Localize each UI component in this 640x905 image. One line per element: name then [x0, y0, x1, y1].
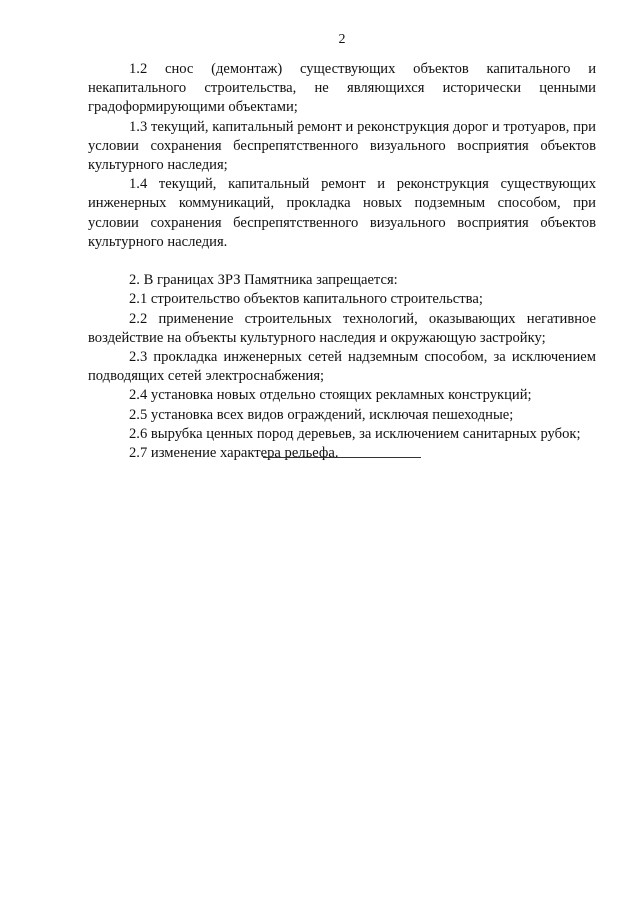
item-1-3: 1.3 текущий, капитальный ремонт и реконструкция дорог и тротуаров, при условии сохранения беспрепятственного визуального восприятия объектов культурного наследия;: [88, 118, 596, 174]
item-2-4: 2.4 установка новых отдельно стоящих рекламных конструкций;: [129, 387, 532, 404]
item-2-6: 2.6 вырубка ценных пород деревьев, за исключением санитарных рубок;: [129, 425, 581, 442]
item-1-4: 1.4 текущий, капитальный ремонт и реконструкция существующих инженерных коммуникаций, прокладка новых подземным способом, при условии сохранения беспрепятственного визуального восприятия объектов культурного наследия.: [88, 176, 596, 250]
item-1-2: 1.2 снос (демонтаж) существующих объектов капитального и некапитального строительства, не являющихся исторически ценными градоформирующими объектами;: [88, 61, 596, 116]
item-2-5: 2.5 установка всех видов ограждений, исключая пешеходные;: [129, 406, 514, 423]
item-2-2: 2.2 применение строительных технологий, оказывающих негативное воздействие на объекты культурного наследия и окружающую застройку;: [88, 310, 596, 346]
item-2-7: 2.7 изменение характера рельефа.: [129, 445, 339, 462]
page-number: 2: [338, 32, 346, 47]
end-of-text-rule: [263, 457, 421, 458]
document-body: [88, 60, 596, 463]
paragraph-gap: [88, 252, 596, 271]
section-2-heading: 2. В границах ЗРЗ Памятника запрещается:: [129, 272, 398, 289]
item-2-1: 2.1 строительство объектов капитального строительства;: [129, 291, 483, 308]
item-2-3: 2.3 прокладка инженерных сетей надземным способом, за исключением подводящих сетей электроснабжения;: [88, 349, 596, 385]
